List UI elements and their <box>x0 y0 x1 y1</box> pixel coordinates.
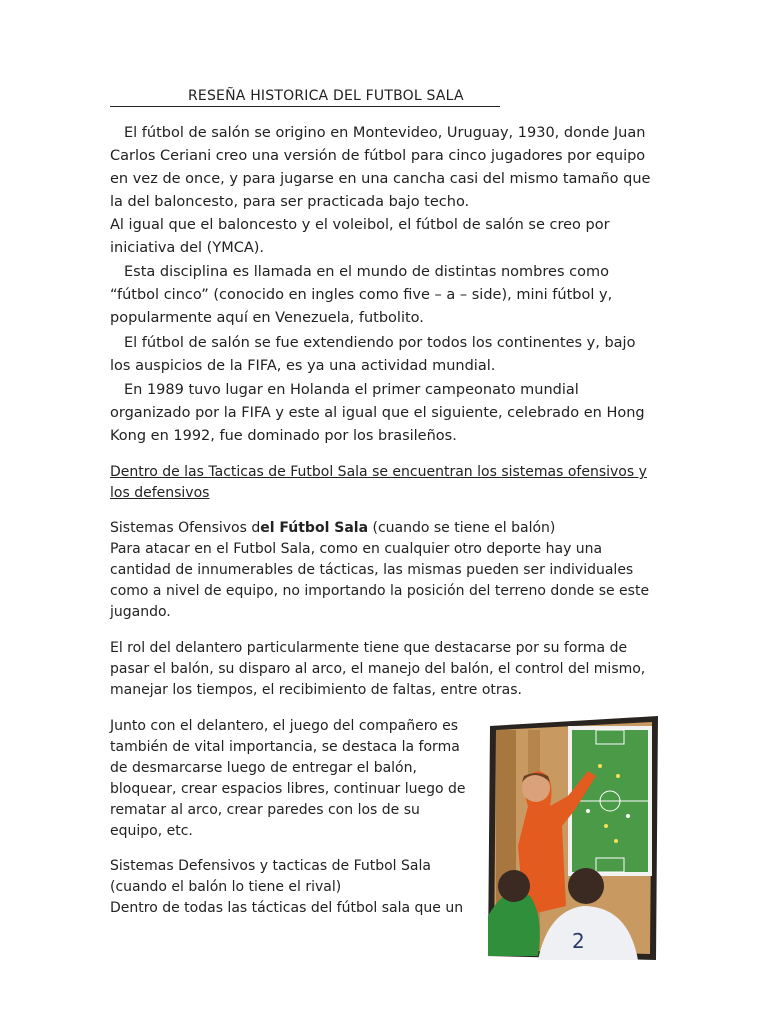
paragraph-origin: El fútbol de salón se origino en Montevideo, Uruguay, 1930, donde Juan Carlos Ceriani creo una versión de fútbol para cinco jugadores por equipo en vez de once, y para jugarse en una cancha casi del mismo tamaño que la del baloncesto, para ser practicada bajo techo. <box>110 125 651 210</box>
page-title: RESEÑA HISTORICA DEL FUTBOL SALA <box>188 88 464 104</box>
paragraph-teammate: Junto con el delantero, el juego del compañero es también de vital importancia, se destaca la forma de desmarcarse luego de entregar el balón, bloquear, crear espacios libres, continuar luego de rematar al arco, crear paredes con los de su equipo, etc. <box>110 718 466 839</box>
defensive-body: Dentro de todas las tácticas del fútbol sala que un <box>110 900 464 916</box>
paragraph-forward-role: El rol del delantero particularmente tiene que destacarse por su forma de pasar el balón, su disparo al arco, el manejo del balón, el control del mismo, manejar los tiempos, el recibimiento de faltas, entre otras. <box>110 640 646 698</box>
section-subtitle: Dentro de las Tacticas de Futbol Sala se encuentran los sistemas ofensivos y los defensivos <box>110 464 647 501</box>
offensive-section <box>110 518 655 623</box>
paragraph-ymca: Al igual que el baloncesto y el voleibol, el fútbol de salón se creo por iniciativa del (YMCA). <box>110 217 610 256</box>
defensive-heading: Sistemas Defensivos y tacticas de Futbol Sala (cuando el balón lo tiene el rival) <box>110 858 431 895</box>
offensive-body: Para atacar en el Futbol Sala, como en cualquier otro deporte hay una cantidad de innumerables de tácticas, las mismas pueden ser individuales como a nivel de equipo, no importando la posición del terreno donde se este jugando. <box>110 541 650 620</box>
paragraph-1989: En 1989 tuvo lugar en Holanda el primer campeonato mundial organizado por la FIFA y este al igual que el siguiente, celebrado en Hong Kong en 1992, fue dominado por los brasileños. <box>110 382 645 444</box>
offensive-heading-pre: Sistemas Ofensivos d <box>110 520 261 536</box>
defensive-section <box>110 856 475 919</box>
paragraph-names: Esta disciplina es llamada en el mundo de distintas nombres como “fútbol cinco” (conocido en ingles como five – a – side), mini fútbol y, popularmente aquí en Venezuela, futbolito. <box>110 264 613 326</box>
offensive-heading-post: (cuando se tiene el balón) <box>368 520 556 536</box>
paragraph-fifa: El fútbol de salón se fue extendiendo por todos los continentes y, bajo los auspicios de la FIFA, es ya una actividad mundial. <box>110 335 636 374</box>
offensive-heading-bold: el Fútbol Sala <box>260 520 369 536</box>
svg-text:2: 2 <box>572 929 585 953</box>
coach-tactics-photo <box>488 716 658 960</box>
